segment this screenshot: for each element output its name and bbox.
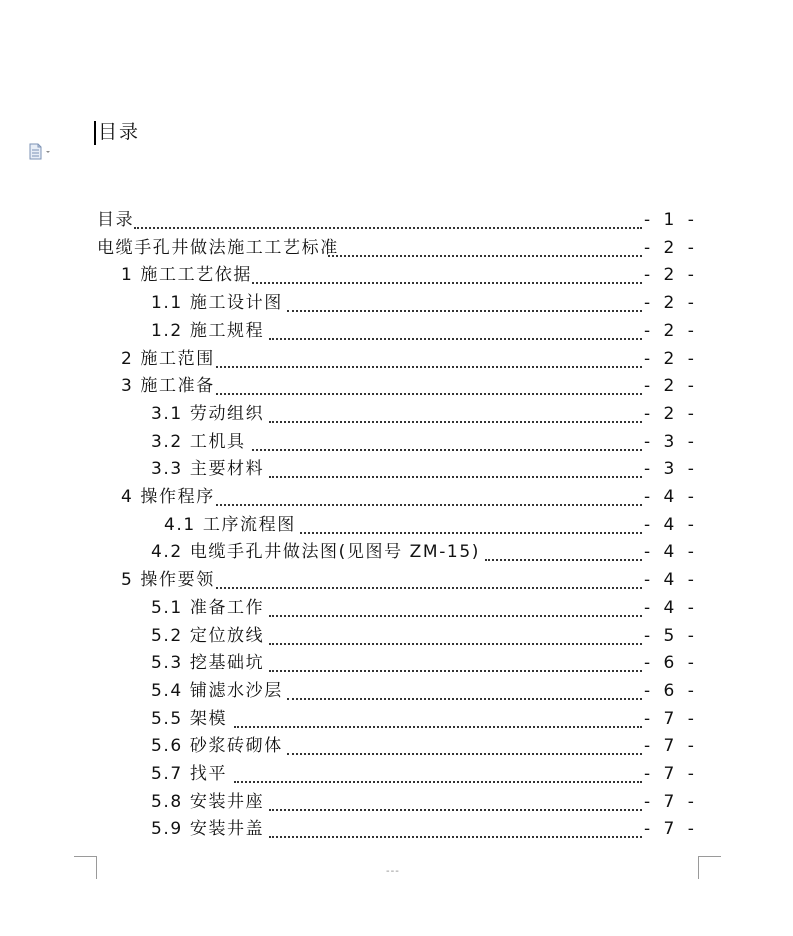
toc-leader-dots [287,308,642,312]
toc-entry[interactable] [0,262,793,289]
toc-entry-label: 3.1 劳动组织 [151,403,265,424]
toc-entry-label: 1.1 施工设计图 [151,293,283,314]
crop-mark-right [698,856,721,879]
toc-entry-label: 4.1 工序流程图 [164,514,296,535]
toc-leader-dots [216,364,642,368]
toc-entry-label: 5.1 准备工作 [151,597,265,618]
toc-entry-page-number: - 7 - [644,708,698,729]
toc-leader-dots [269,807,642,811]
toc-entry-label: 5.4 铺滤水沙层 [151,680,283,701]
toc-leader-dots [269,419,642,423]
toc-entry-label: 目录 [97,210,135,230]
toc-entry[interactable] [0,816,793,843]
toc-entry-page-number: - 2 - [644,237,698,258]
toc-entry-page-number: - 7 - [644,764,698,784]
toc-entry-page-number: - 2 - [644,293,698,314]
toc-entry[interactable] [0,290,793,317]
toc-entry[interactable] [0,512,793,539]
toc-entry[interactable] [0,429,793,456]
toc-leader-dots [287,751,642,755]
toc-entry-label: 4.2 电缆手孔井做法图(见图号 ZM-15) [151,542,480,563]
toc-entry[interactable] [0,346,793,373]
footer-mark: --- [386,866,400,877]
toc-entry-label: 电缆手孔井做法施工工艺标准 [97,237,339,258]
toc-entry-page-number: - 5 - [644,625,698,646]
toc-entry[interactable] [0,401,793,428]
toc-entry-page-number: - 2 - [644,376,698,397]
toc-entry-label: 3.3 主要材料 [151,459,265,480]
toc-entry-label: 5.3 挖基础坑 [151,653,265,674]
toc-entry[interactable] [0,706,793,733]
toc-entry[interactable] [0,456,793,483]
toc-entry-label: 1.2 施工规程 [151,320,265,341]
toc-entry-label: 4 操作程序 [121,487,215,507]
toc-leader-dots [269,834,642,838]
toc-entry-page-number: - 4 - [644,570,698,591]
toc-entry[interactable] [0,235,793,262]
toc-leader-dots [216,391,642,395]
toc-entry[interactable] [0,567,793,594]
toc-entry-label: 5 操作要领 [121,570,215,591]
toc-entry-page-number: - 4 - [644,514,698,535]
toc-entry[interactable] [0,789,793,816]
toc-entry-page-number: - 7 - [644,791,698,812]
toc-leader-dots [134,225,642,229]
document-paste-icon[interactable] [28,143,56,161]
toc-leader-dots [234,724,642,728]
toc-leader-dots [328,253,642,257]
toc-entry[interactable] [0,373,793,400]
toc-entry[interactable] [0,318,793,345]
toc-entry-page-number: - 7 - [644,736,698,757]
toc-entry[interactable] [0,733,793,760]
toc-entry-label: 5.5 架模 [151,708,228,729]
toc-entry-label: 5.2 定位放线 [151,625,265,646]
toc-entry[interactable] [0,623,793,650]
toc-entry[interactable] [0,678,793,705]
toc-entry[interactable] [0,650,793,677]
toc-entry-page-number: - 2 - [644,265,698,286]
toc-leader-dots [269,474,642,478]
toc-entry-page-number: - 2 - [644,348,698,369]
toc-leader-dots [269,336,642,340]
toc-entry[interactable] [0,207,793,234]
toc-entry-page-number: - 4 - [644,487,698,507]
toc-entry[interactable] [0,484,793,511]
toc-leader-dots [269,668,642,672]
toc-entry-page-number: - 2 - [644,403,698,424]
toc-leader-dots [252,280,642,284]
toc-entry-label: 5.7 找平 [151,764,228,784]
toc-entry-page-number: - 3 - [644,459,698,480]
toc-leader-dots [300,530,642,534]
toc-entry-label: 3.2 工机具 [151,431,246,452]
toc-entry-page-number: - 7 - [644,819,698,840]
toc-entry-page-number: - 4 - [644,542,698,563]
toc-leader-dots [269,613,642,617]
text-cursor [94,121,96,145]
toc-leader-dots [287,696,642,700]
toc-leader-dots [269,641,642,645]
toc-entry[interactable] [0,539,793,566]
toc-leader-dots [216,502,642,506]
toc-entry-label: 1 施工工艺依据 [121,265,253,286]
toc-entry-page-number: - 2 - [644,320,698,341]
toc-leader-dots [252,447,642,451]
toc-entry-page-number: - 4 - [644,597,698,618]
toc-entry-page-number: - 6 - [644,680,698,701]
toc-leader-dots [485,557,642,561]
toc-entry-page-number: - 6 - [644,653,698,674]
toc-leader-dots [234,779,642,783]
toc-entry-label: 5.9 安装井盖 [151,819,265,840]
toc-leader-dots [216,585,642,589]
toc-entry-page-number: - 3 - [644,431,698,452]
toc-entry-label: 5.8 安装井座 [151,791,265,812]
toc-entry-label: 5.6 砂浆砖砌体 [151,736,283,757]
toc-entry-label: 3 施工准备 [121,376,215,397]
toc-entry-page-number: - 1 - [644,210,698,230]
crop-mark-left [74,856,97,879]
toc-entry[interactable] [0,761,793,788]
toc-entry-label: 2 施工范围 [121,348,215,369]
document-title: 目录 [98,121,141,143]
toc-entry[interactable] [0,595,793,622]
